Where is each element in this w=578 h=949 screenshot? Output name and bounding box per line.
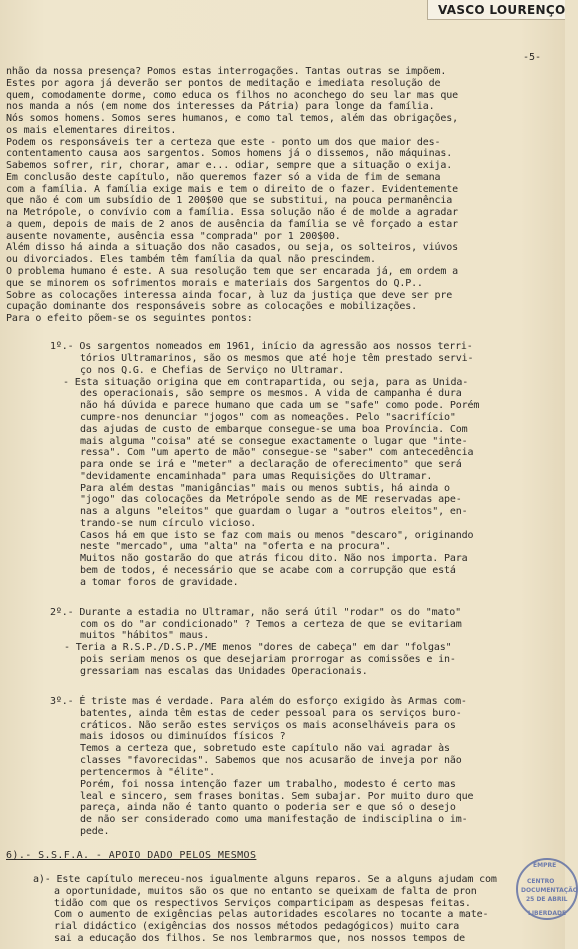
text-line: "devidamente encaminhada" para umas Requisições do Ultramar. — [80, 471, 433, 482]
text-line: Temos a certeza que, sobretudo este capítulo não vai agradar às — [80, 743, 450, 754]
text-line: 2º.- Durante a estadia no Ultramar, não será útil "rodar" os do "mato" — [50, 607, 461, 618]
text-line: sai a educação dos filhos. Se nos lembrarmos que, nos nossos tempos de — [54, 933, 465, 944]
text-line: gressariam nas escalas das Unidades Operacionais. — [80, 666, 368, 677]
text-line: Porém, foi nossa intenção fazer um trabalho, modesto é certo mas — [80, 779, 456, 790]
text-line: nhão da nossa presença? Pomos estas interrogações. Tantas outras se impõem. — [6, 66, 447, 77]
text-line: não há dúvida e parece humano que cada um se "safe" como pode. Porém — [80, 400, 480, 411]
text-line: 3º.- É triste mas é verdade. Para além do esforço exigido às Armas com- — [50, 696, 467, 707]
text-line: rial didáctico (exigências dos nossos métodos pedagógicos) muito cara — [54, 921, 460, 932]
text-line: ou divorciados. Eles também têm família da qual não prescindem. — [6, 254, 376, 265]
text-line: contentamento causa aos sargentos. Somos homens já o dissemos, não máquinas. — [6, 148, 453, 159]
text-line: des operacionais, são sempre os mesmos. A vida de campanha é dura — [80, 388, 462, 399]
text-line: classes "favorecidas". Sabemos que nos acusarão de inveja por não — [80, 755, 462, 766]
stamp-line1: CENTRO — [527, 878, 555, 885]
text-line: cráticos. Não serão estes serviços os mais aconselháveis para os — [80, 720, 456, 731]
text-line: Muitos não gostarão do que atrás ficou dito. Não nos importa. Para — [80, 553, 468, 564]
author-name: VASCO LOURENÇO — [438, 3, 566, 17]
text-line: pareça, ainda não é tanto quanto o poderia ser e que só o desejo — [80, 802, 456, 813]
text-line: a quem, depois de mais de 2 anos de ausência da família se vê forçado a estar — [6, 219, 459, 230]
text-line: pede. — [80, 826, 110, 837]
text-line: os mais elementares direitos. — [6, 125, 177, 136]
text-line: de não ser considerado como uma manifestação de indisciplina o im- — [80, 814, 468, 825]
text-line: ausente novamente, ausência essa "comprada" por 1 200$00. — [6, 231, 341, 242]
author-header — [427, 0, 565, 20]
text-line: que não é com um subsídio de 1 200$00 que se substitui, na pouca permanência — [6, 195, 453, 206]
text-line: ço nos Q.G. e Chefias de Serviço no Ultramar. — [80, 365, 345, 376]
text-line: cumpre-nos denunciar "jogos" com as nomeações. Pelo "sacrifício" — [80, 412, 456, 423]
text-line: - Teria a R.S.P./D.S.P./ME menos "dores de cabeça" em dar "folgas" — [64, 642, 452, 653]
text-line: tidão com que os respectivos Serviços comparticipam as despesas feitas. — [54, 898, 471, 909]
text-line: O problema humano é este. A sua resolução tem que ser encarada já, em ordem a — [6, 266, 459, 277]
section-heading: 6).- S.S.F.A. - APOIO DADO PELOS MESMOS — [6, 850, 257, 861]
text-line: Nós somos homens. Somos seres humanos, e como tal temos, além das obrigações, — [6, 113, 459, 124]
text-line: a tomar foros de gravidade. — [80, 577, 239, 588]
text-line: Casos há em que isto se faz com mais ou menos "descaro", originando — [80, 530, 474, 541]
text-line: com os do "ar condicionado" ? Temos a certeza de que se evitariam — [80, 619, 462, 630]
text-line: Além disso há ainda a situação dos não casados, ou seja, os solteiros, viúvos — [6, 242, 459, 253]
text-line: batentes, ainda têm estas de ceder pessoal para os serviços buro- — [80, 708, 462, 719]
text-line: nos manda a nós (em nome dos interesses da Pátria) para longe da família. — [6, 101, 435, 112]
text-line: quem, comodamente dorme, como educa os filhos no aconchego do seu lar mas que — [6, 90, 459, 101]
text-line: trando-se num círculo vicioso. — [80, 518, 257, 529]
text-line: Sobre as colocações interessa ainda focar, à luz da justiça que deve ser pre — [6, 290, 453, 301]
text-line: cupação dominante dos responsáveis sobre as colocações e mobilizações. — [6, 301, 417, 312]
text-line: Em conclusão deste capítulo, não queremos fazer só a vida de fim de semana — [6, 172, 441, 183]
text-line: leal e sincero, sem frases bonitas. Sem subajar. Por muito duro que — [80, 791, 474, 802]
text-line: nas a alguns "eleitos" que guardam o lugar a "outros eleitos", en- — [80, 506, 468, 517]
text-line: Para além destas "manigâncias" mais ou menos subtis, há ainda o — [80, 483, 450, 494]
text-line: 1º.- Os sargentos nomeados em 1961, início da agressão aos nossos terri- — [50, 341, 473, 352]
text-line: pertencermos à "élite". — [80, 767, 216, 778]
text-line: ressa". Com "um aperto de mão" consegue-se "saber" com antecedência — [80, 447, 474, 458]
text-line: bem de todos, é necessário que se acabe com a corrupção que está — [80, 565, 456, 576]
text-line: Estes por agora já deverão ser pontos de meditação e imediata resolução de — [6, 78, 441, 89]
text-line: Sabemos sofrer, rir, chorar, amar e... odiar, sempre que a situação o exija. — [6, 160, 453, 171]
text-line: com a família. A família exige mais e tem o direito de o fazer. Evidentemente — [6, 184, 459, 195]
text-line: "jogo" das colocações da Metrópole sendo as de ME reservadas ape- — [80, 494, 462, 505]
text-line: a)- Este capítulo mereceu-nos igualmente alguns reparos. Se a alguns ajudam com — [33, 874, 497, 885]
text-line: para onde se irá e "meter" a declaração de oferecimento" que será — [80, 459, 462, 470]
text-line: das ajudas de custo de embarque consegue-se uma boa Província. Com — [80, 424, 468, 435]
text-line: Para o efeito põem-se os seguintes pontos: — [6, 313, 253, 324]
stamp-line2: DOCUMENTAÇÃO — [521, 887, 578, 894]
text-line: pois seriam menos os que desejariam prorrogar as comissões e in- — [80, 654, 456, 665]
text-line: - Esta situação origina que em contrapartida, ou seja, para as Unida- — [63, 377, 469, 388]
text-line: que se minorem os sofrimentos morais e materiais dos Sargentos do Q.P.. — [6, 278, 423, 289]
text-line: na Metrópole, o convívio com a família. Essa solução não é de molde a agradar — [6, 207, 459, 218]
text-line: Podem os responsáveis ter a certeza que este - ponto um dos que maior des- — [6, 137, 441, 148]
text-line: a oportunidade, muitos são os que no entanto se queixam de falta de pron — [54, 886, 477, 897]
page-number: -5- — [523, 52, 542, 63]
stamp-line3: 25 DE ABRIL — [526, 896, 568, 903]
text-line: tórios Ultramarinos, são os mesmos que até hoje têm prestado servi- — [80, 353, 474, 364]
text-line: muitos "hábitos" maus. — [80, 630, 210, 641]
text-line: neste "mercado", uma "alta" na "oferta e na procura". — [80, 541, 392, 552]
text-line: mais idosos ou diminuídos físicos ? — [80, 731, 286, 742]
text-line: Com o aumento de exigências pelas autoridades escolares no tocante a mate- — [54, 909, 489, 920]
stamp-top: EMPRE — [533, 862, 557, 869]
archive-stamp — [516, 858, 578, 920]
text-line: mais alguma "coisa" até se consegue exactamente o lugar que "inte- — [80, 436, 468, 447]
stamp-bottom: LIBERDADE — [528, 910, 567, 917]
